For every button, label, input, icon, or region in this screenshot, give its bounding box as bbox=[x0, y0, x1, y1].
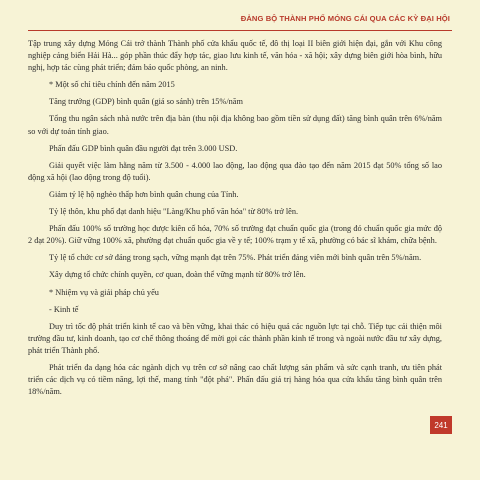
paragraph: Phấn đấu 100% số trường học được kiên cố hóa, 70% số trường đạt chuẩn quốc gia (trong đó chuẩn quốc gia mức độ 2 đạt 20%). Giữ vững 100% xã, phường đạt chuẩn quốc gia về y tế; 100% trạm y tế xã, phường có bác sĩ khám, chữa bệnh. bbox=[28, 224, 442, 246]
paragraph: Tỷ lệ tổ chức cơ sở đảng trong sạch, vững mạnh đạt trên 75%. Phát triển đảng viên mới bình quân trên 5%/năm. bbox=[49, 253, 422, 263]
paragraph: Duy trì tốc độ phát triển kinh tế cao và bền vững, khai thác có hiệu quả các nguồn lực tại chỗ. Tiếp tục cải thiện môi trường đầu tư, kinh doanh, tạo cơ chế thông thoáng để mời gọi các thành phần kinh tế trong và ngoài nước đầu tư xây dựng, phát triển Thành phố. bbox=[28, 321, 442, 355]
paragraph: Phát triển đa dạng hóa các ngành dịch vụ trên cơ sở nâng cao chất lượng sản phẩm và sức cạnh tranh, ưu tiên phát triển các dịch vụ có tiềm năng, lợi thế, mang tính "đột phá". Phấn đấu giá trị hàng hóa qua cửa khẩu tăng bình quân trên 18%/năm. bbox=[28, 362, 442, 397]
body-text bbox=[28, 38, 442, 403]
paragraph: Tỷ lệ thôn, khu phố đạt danh hiệu "Làng/Khu phố văn hóa" từ 80% trở lên. bbox=[49, 207, 299, 217]
running-header: ĐẢNG BỘ THÀNH PHỐ MÓNG CÁI QUA CÁC KỲ ĐẠI HỘI bbox=[240, 14, 450, 23]
paragraph: Giảm tỷ lệ hộ nghèo thấp hơn bình quân chung của Tỉnh. bbox=[49, 189, 239, 199]
paragraph: Xây dựng tổ chức chính quyền, cơ quan, đoàn thể vững mạnh từ 80% trở lên. bbox=[49, 270, 306, 280]
paragraph: Giải quyết việc làm hằng năm từ 3.500 - 4.000 lao động, lao động qua đào tạo đến năm 2015 đạt 50% tổng số lao động xã hội (lao động trong độ tuổi). bbox=[28, 160, 442, 182]
paragraph: Tăng trưởng (GDP) bình quân (giá so sánh) trên 15%/năm bbox=[49, 97, 243, 107]
header-divider bbox=[28, 30, 452, 31]
paragraph: - Kinh tế bbox=[49, 304, 79, 314]
page-number: 241 bbox=[430, 416, 452, 434]
paragraph: Phấn đấu GDP bình quân đầu người đạt trên 3.000 USD. bbox=[49, 143, 238, 153]
paragraph: Tập trung xây dựng Móng Cái trở thành Thành phố cửa khẩu quốc tế, đô thị loại II biên giới hiện đại, gắn với Khu công nghiệp cảng biển Hải Hà... góp phần thúc đẩy hợp tác, giao lưu kinh tế, văn hóa - xã hội; xây dựng biên giới hòa bình, hữu nghị, hợp tác cùng phát triển; đảm bảo quốc phòng, an ninh. bbox=[28, 39, 442, 73]
paragraph: * Nhiệm vụ và giải pháp chủ yếu bbox=[49, 287, 159, 297]
paragraph: Tổng thu ngân sách nhà nước trên địa bàn (thu nội địa không bao gồm tiền sử dụng đất) tăng bình quân trên 6%/năm so với dự toán tỉnh giao. bbox=[28, 114, 442, 136]
paragraph: * Một số chỉ tiêu chính đến năm 2015 bbox=[49, 80, 175, 90]
